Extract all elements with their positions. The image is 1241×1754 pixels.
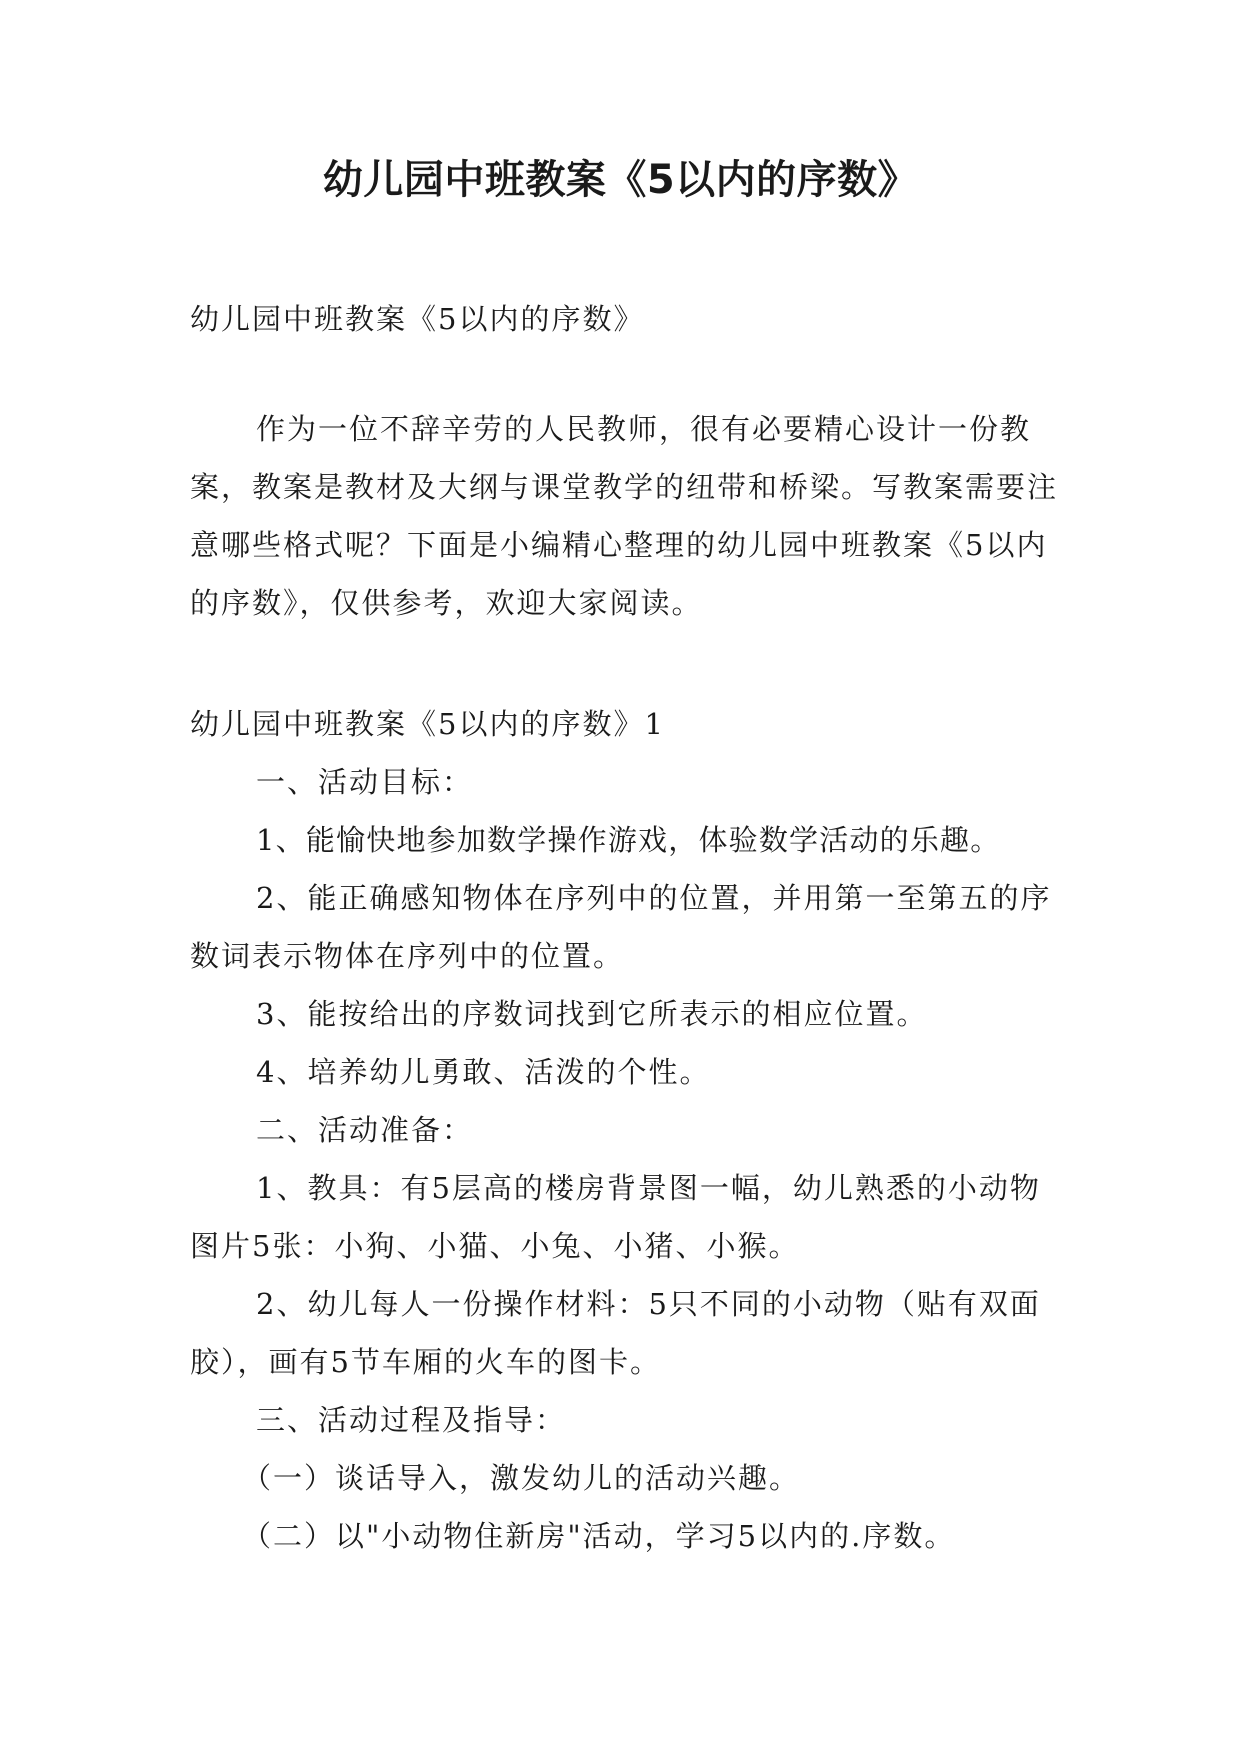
goal-item-3: 3、能按给出的序数词找到它所表示的相应位置。 [256, 997, 928, 1031]
document-subtitle: 幼儿园中班教案《5以内的序数》 [190, 302, 645, 336]
goal-item-1: 1、能愉快地参加数学操作游戏，体验数学活动的乐趣。 [256, 823, 1001, 857]
prep-item-1: 1、教具：有5层高的楼房背景图一幅，幼儿熟悉的小动物图片5张：小狗、小猫、小兔、小猪、小猴。 [190, 1171, 1041, 1263]
process-item-1: （一）谈话导入，激发幼儿的活动兴趣。 [242, 1461, 801, 1495]
process-item-2: （二）以"小动物住新房"活动，学习5以内的.序数。 [242, 1519, 956, 1553]
prep-item-2: 2、幼儿每人一份操作材料：5只不同的小动物（贴有双面胶），画有5节车厢的火车的图卡。 [190, 1287, 1041, 1379]
lesson-plan-content [190, 695, 1060, 1565]
document-title: 幼儿园中班教案《5以内的序数》 [322, 157, 919, 203]
goal-item-4: 4、培养幼儿勇敢、活泼的个性。 [256, 1055, 711, 1089]
goals-heading: 一、活动目标： [256, 765, 474, 799]
section-title: 幼儿园中班教案《5以内的序数》1 [190, 707, 665, 741]
prep-heading: 二、活动准备： [256, 1113, 474, 1147]
process-heading: 三、活动过程及指导： [256, 1403, 567, 1437]
goal-item-2: 2、能正确感知物体在序列中的位置，并用第一至第五的序数词表示物体在序列中的位置。 [190, 881, 1052, 973]
intro-paragraph: 作为一位不辞辛劳的人民教师，很有必要精心设计一份教案，教案是教材及大纲与课堂教学的纽带和桥梁。写教案需要注意哪些格式呢？下面是小编精心整理的幼儿园中班教案《5以内的序数》，仅供参考，欢迎大家阅读。 [190, 412, 1059, 620]
